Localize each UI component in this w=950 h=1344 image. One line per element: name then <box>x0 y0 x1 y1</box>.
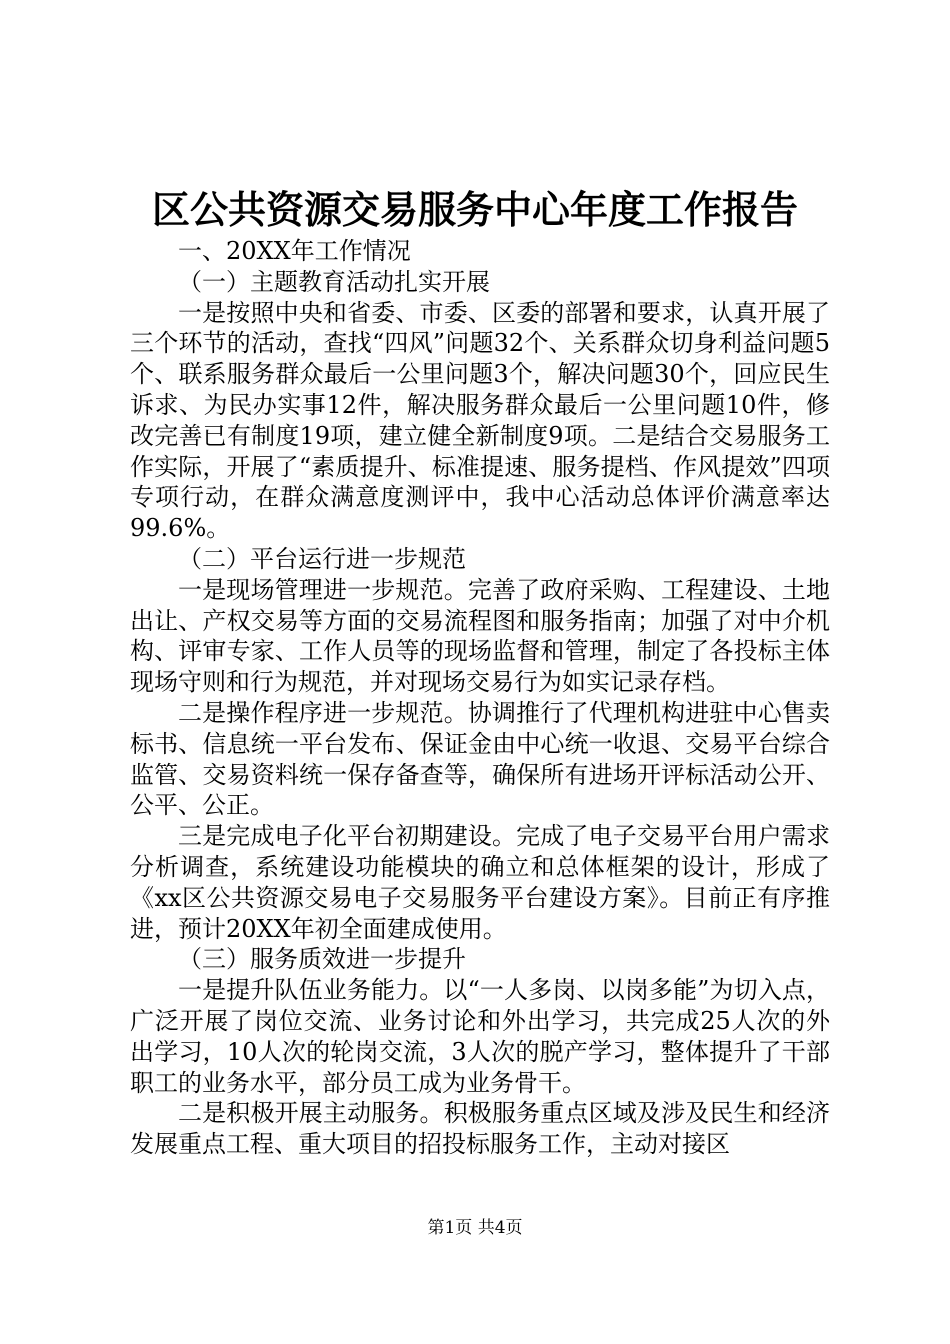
paragraph: 一是按照中央和省委、市委、区委的部署和要求，认真开展了三个环节的活动，查找“四风”问题32个、关系群众切身利益问题5个、联系服务群众最后一公里问题3个，解决问题30个，回应民生诉求、为民办实事12件，解决服务群众最后一公里问题10件，修改完善已有制度19项，建立健全新制度9项。二是结合交易服务工作实际，开展了“素质提升、标准提速、服务提档、作风提效”四项专项行动，在群众满意度测评中，我中心活动总体评价满意率达99.6%。 <box>130 298 830 543</box>
subsection-heading: （三）服务质效进一步提升 <box>178 945 466 974</box>
paragraph: 一是现场管理进一步规范。完善了政府采购、工程建设、土地出让、产权交易等方面的交易流程图和服务指南；加强了对中介机构、评审专家、工作人员等的现场监督和管理，制定了各投标主体现场守则和行为规范，并对现场交易行为如实记录存档。 <box>130 575 830 697</box>
paragraph: 二是积极开展主动服务。积极服务重点区域及涉及民生和经济发展重点工程、重大项目的招投标服务工作，主动对接区 <box>130 1099 830 1159</box>
paragraph: 一是提升队伍业务能力。以“一人多岗、以岗多能”为切入点，广泛开展了岗位交流、业务讨论和外出学习，共完成25人次的外出学习，10人次的轮岗交流，3人次的脱产学习，整体提升了干部职工的业务水平，部分员工成为业务骨干。 <box>130 976 830 1097</box>
section-heading: 一、20XX年工作情况 <box>178 237 411 265</box>
document-title: 区公共资源交易服务中心年度工作报告 <box>151 187 798 232</box>
subsection-heading: （一）主题教育活动扎实开展 <box>178 267 490 296</box>
subsection-heading: （二）平台运行进一步规范 <box>178 544 466 573</box>
page-footer: 第1页 共4页 <box>427 1218 523 1238</box>
paragraph: 三是完成电子化平台初期建设。完成了电子交易平台用户需求分析调查，系统建设功能模块的确立和总体框架的设计，形成了《xx区公共资源交易电子交易服务平台建设方案》。目前正有序推进，预计20XX年初全面建成使用。 <box>130 822 830 943</box>
document-body <box>130 236 830 1160</box>
paragraph: 二是操作程序进一步规范。协调推行了代理机构进驻中心售卖标书、信息统一平台发布、保证金由中心统一收退、交易平台综合监管、交易资料统一保存备查等，确保所有进场开评标活动公开、公平、公正。 <box>130 698 830 820</box>
